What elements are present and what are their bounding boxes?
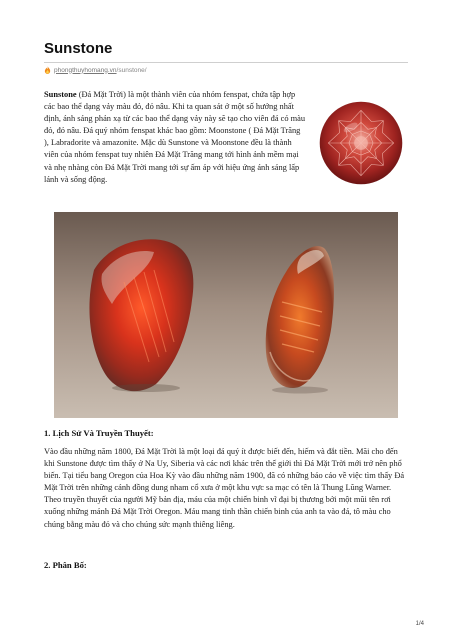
distribution-heading: 2. Phân Bố: xyxy=(44,560,87,570)
history-paragraph: Vào đầu những năm 1800, Đá Mặt Trời là một loại đá quý ít được biết đến, hiếm và đắt tiền. Mãi cho đến khi Sunstone được tìm thấy ở Na Uy, Siberia và các nơi khác trên thế giới thì Đá Mặt Trời mới trở nên phổ biến. Tại tiểu bang Oregon của Hoa Kỳ vào đầu những năm 1900, đã có những báo cáo về việc tìm thấy Đá Mặt Trời trên những cánh đồng dung nham cổ xưa ở một khu vực sa mạc có tên là Thung Lũng Warner. Theo truyền thuyết của người Mỹ bản địa, máu của một chiến binh vĩ đại bị thương bởi một mũi tên rơi xuống những mảnh Đá Mặt Trời Oregon. Máu mang tinh thần chiến binh của anh ta vào đá, tô màu cho chúng bằng màu đỏ và cho chúng sức mạnh thiêng liêng. xyxy=(44,447,405,529)
source-url[interactable] xyxy=(54,67,147,74)
source-path[interactable]: /sunstone/ xyxy=(116,66,147,74)
history-heading: 1. Lịch Sử Và Truyền Thuyết: xyxy=(44,428,154,438)
rough-sunstone-pair-image xyxy=(54,212,398,418)
source-domain[interactable]: phongthuyhomang.vn xyxy=(54,66,117,74)
intro-paragraph xyxy=(44,89,306,186)
intro-text: (Đá Mặt Trời) là một thành viên của nhóm fenspat, chứa tập hợp các bao thể dạng vảy màu đỏ, đỏ nâu. Khi ta quan sát ở một số hướng nhất định, ánh sáng phản xạ từ các bao thể dạng vảy này sẽ tạo cho viên đá có màu đỏ, đỏ nâu. Đá quý nhóm fenspat khác bao gồm: Moonstone ( Đá Mặt Trăng ), Labradorite và amazonite. Mặc dù Sunstone và Moonstone đều là thành viên của nhóm fenspat tuy nhiên Đá Mặt Trăng mang tới hình ảnh mềm mại và nhẹ nhàng còn Đá Mặt Trời mang tới sự ấm áp với hiệu ứng ánh sáng lấp lánh và sống động. xyxy=(44,90,306,184)
source-link[interactable] xyxy=(44,66,147,74)
page-title: Sunstone xyxy=(44,40,113,57)
flame-icon xyxy=(44,66,51,74)
intro-lead: Sunstone xyxy=(44,90,77,99)
title-divider xyxy=(44,62,408,63)
faceted-round-sunstone-image xyxy=(318,100,404,186)
page-number: 1/4 xyxy=(415,621,424,627)
